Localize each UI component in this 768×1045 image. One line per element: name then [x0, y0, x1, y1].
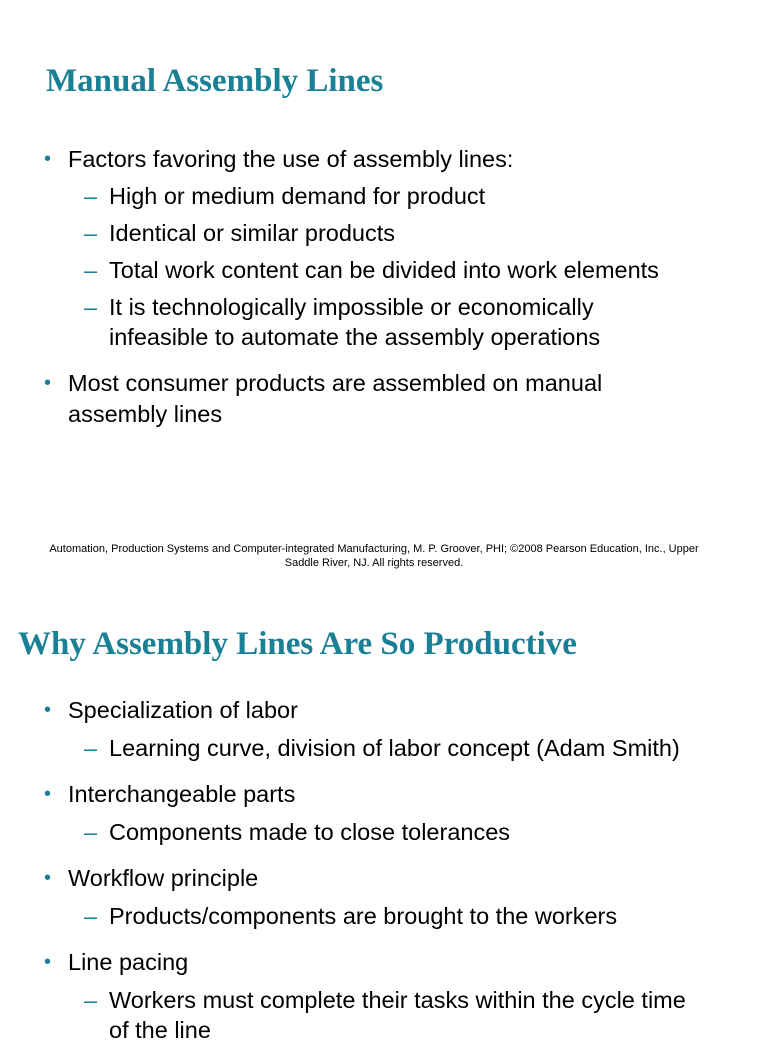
copyright-footer [20, 542, 728, 570]
bullet-text: Specialization of labor [68, 697, 298, 723]
sub-bullet-text-continued: infeasible to automate the assembly operations [109, 324, 601, 350]
bullet-text: Factors favoring the use of assembly lines: [68, 146, 514, 172]
sub-bullet-identical [84, 218, 395, 248]
bullet-line-pacing [44, 947, 188, 978]
dash-marker: – [84, 257, 98, 283]
sub-bullet-text: Components made to close tolerances [109, 819, 511, 845]
bullet-specialization [44, 695, 298, 726]
bullet-text-continued: assembly lines [68, 401, 223, 427]
sub-bullet-text: Products/components are brought to the workers [109, 903, 618, 929]
sub-bullet-brought-to-workers [84, 901, 617, 931]
bullet-dot: • [44, 783, 52, 805]
sub-bullet-tolerances [84, 817, 510, 847]
dash-marker: – [84, 220, 98, 246]
bullet-text: Interchangeable parts [68, 781, 296, 807]
dash-marker: – [84, 183, 98, 209]
bullet-text: Most consumer products are assembled on manual [68, 370, 603, 396]
sub-bullet-cycle-time [84, 985, 686, 1045]
sub-bullet-text: Identical or similar products [109, 220, 396, 246]
bullet-dot: • [44, 951, 52, 973]
bullet-dot: • [44, 372, 52, 394]
sub-bullet-impossible [84, 292, 600, 352]
sub-bullet-text: It is technologically impossible or economically [109, 294, 594, 320]
bullet-text: Line pacing [68, 949, 189, 975]
bullet-consumer-products [44, 368, 602, 430]
sub-bullet-text-continued: of the line [109, 1017, 211, 1043]
dash-marker: – [84, 903, 98, 929]
sub-bullet-demand [84, 181, 485, 211]
bullet-text: Workflow principle [68, 865, 259, 891]
footer-line-1: Automation, Production Systems and Computer-integrated Manufacturing, M. P. Groover, PHI; ©2008 Pearson Education, Inc., Upper [49, 543, 699, 555]
dash-marker: – [84, 819, 98, 845]
slide-title-why-productive: Why Assembly Lines Are So Productive [18, 626, 577, 662]
footer-line-2: Saddle River, NJ. All rights reserved. [284, 557, 464, 569]
sub-bullet-work-content [84, 255, 659, 285]
slide-title-manual-assembly-lines: Manual Assembly Lines [46, 63, 384, 99]
bullet-workflow [44, 863, 258, 894]
dash-marker: – [84, 294, 98, 320]
sub-bullet-text: Workers must complete their tasks within the cycle time [109, 987, 686, 1013]
sub-bullet-text: Total work content can be divided into work elements [109, 257, 659, 283]
bullet-dot: • [44, 699, 52, 721]
sub-bullet-learning-curve [84, 733, 680, 763]
bullet-dot: • [44, 867, 52, 889]
sub-bullet-text: Learning curve, division of labor concept (Adam Smith) [109, 735, 680, 761]
dash-marker: – [84, 735, 98, 761]
sub-bullet-text: High or medium demand for product [109, 183, 486, 209]
dash-marker: – [84, 987, 98, 1013]
bullet-dot: • [44, 148, 52, 170]
bullet-factors [44, 144, 513, 175]
bullet-interchangeable [44, 779, 295, 810]
